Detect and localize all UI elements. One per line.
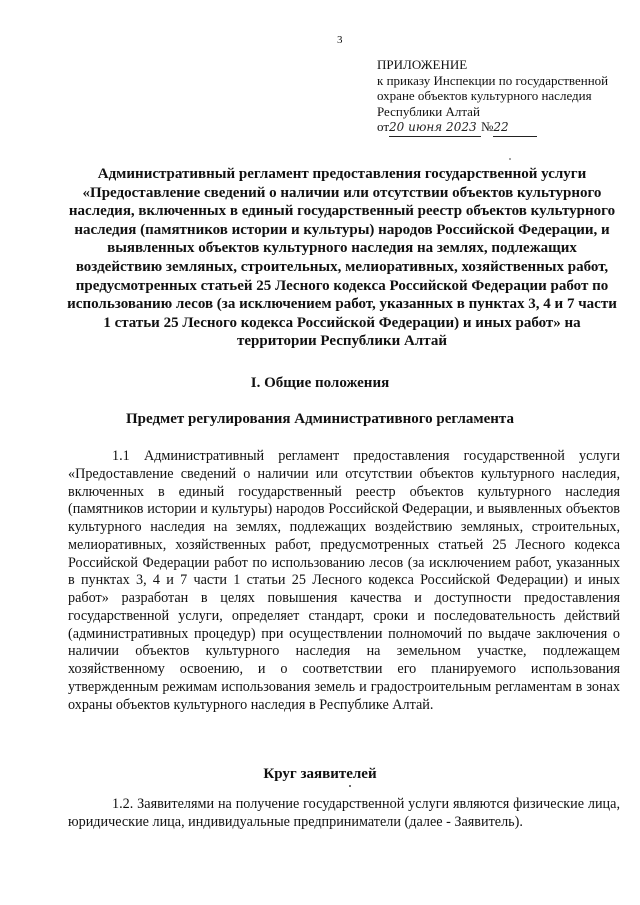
subsection-heading: Предмет регулирования Административного регламента — [126, 411, 514, 427]
annex-date-line — [377, 119, 627, 137]
subsection-heading: Круг заявителей — [263, 766, 377, 782]
number-label: № — [481, 119, 494, 135]
paragraph: 1.2. Заявителями на получение государственной услуги являются физические лица, юридические лица, индивидуальные предприниматели (далее - Заявитель). — [68, 796, 620, 830]
scan-speck — [509, 158, 511, 160]
page-number: 3 — [337, 34, 343, 46]
annex-line: охране объектов культурного наследия — [377, 88, 592, 104]
annex-line: Республики Алтай — [377, 103, 480, 119]
annex-heading: ПРИЛОЖЕНИЕ — [377, 57, 468, 72]
scan-speck — [349, 785, 351, 787]
document-title: Административный регламент предоставления государственной услуги «Предоставление сведений о наличии или отсутствии объектов культурного наследия, включенных в единый государственный реестр объектов культурного наследия (памятников истории и культуры) народов Российской Федерации, и выявленных объектов культурного наследия на землях, подлежащих воздействию земляных, строительных, мелиоративных, хозяйственных работ, предусмотренных статьей 25 Лесного кодекса Российской Федерации работ по использованию лесов (за исключением работ, указанных в пунктах 3, 4 и 7 части 1 статьи 25 Лесного кодекса Российской Федерации) и иных работ» на территории Республики Алтай — [67, 166, 617, 350]
from-label: от — [377, 119, 390, 135]
annex-block — [377, 57, 627, 137]
paragraph: 1.1 Административный регламент предоставления государственной услуги «Предоставление сведений о наличии или отсутствии объектов культурного наследия, включенных в единый государственный реестр объектов культурного наследия (памятников истории и культуры) народов Российской Федерации, и выявленных объектов культурного наследия на землях, подлежащих воздействию земляных, строительных, мелиоративных, хозяйственных работ, предусмотренных статьей 25 Лесного кодекса Российской Федерации работ по использованию лесов (за исключением работ, указанных в пунктах 3, 4 и 7 части 1 статьи 25 Лесного кодекса Российской Федерации) и иных работ» разработан в целях повышения качества и доступности предоставления государственной услуги, определяет стандарт, сроки и последовательность действий (административных процедур) при осуществлении полномочий по выдаче заключения о наличии объектов культурного наследия на земельном участке, подлежащем хозяйственному освоению, и о соответствии его планируемого использования утвержденным режимам использования земель и градостроительным регламентам в зонах охраны объектов культурного наследия в Республике Алтай. — [68, 448, 620, 713]
number-field — [493, 119, 537, 137]
annex-line: к приказу Инспекции по государственной — [377, 72, 609, 88]
date-field — [389, 119, 481, 137]
handwritten-number: 22 — [493, 120, 509, 135]
handwritten-date: 20 июня 2023 — [389, 120, 477, 135]
section-heading: I. Общие положения — [250, 375, 390, 391]
